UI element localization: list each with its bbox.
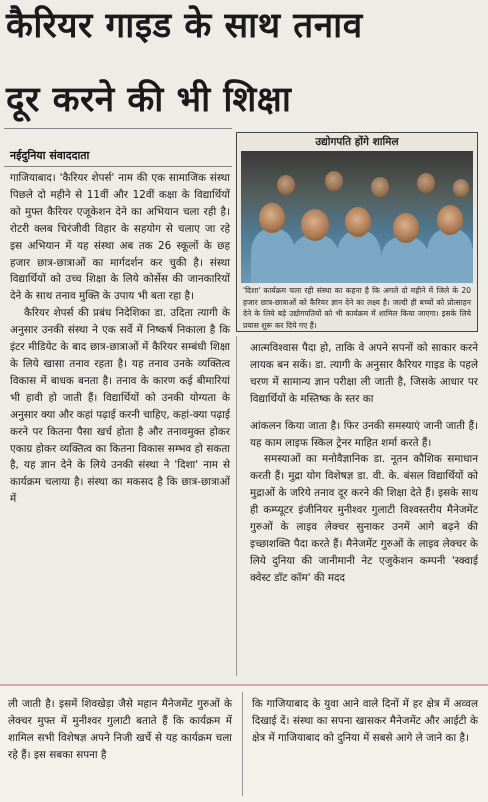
photo-box (236, 132, 478, 332)
photo-title: उद्योगपति होंगे शामिल (315, 136, 399, 148)
byline: नईदुनिया संवाददाता (10, 149, 90, 162)
bottom-continuation (0, 684, 488, 802)
headline-line-1: कैरियर गाइड के साथ तनाव (6, 6, 363, 46)
top-rule (4, 128, 232, 129)
col1-paragraph-2: कैरियर शेपर्स की प्रबंध निदेशिका डा. उदिता त्यागी के अनुसार उनकी संस्था ने एक सर्वे में निष्कर्ष निकाला है कि इंटर मीडियेट के बाद छात्र-छात्राओं में कैरियर सम्बंधी शिक्षा के लिये खासा तनाव रहता है। यह तनाव उनके व्यक्तित्व विकास में बाधक बनता है। तनाव के कारण कई बीमारियां भी हावी हो जाती हैं। विद्यार्थियों को उनकी योग्यता के अनुसार क्या और कहां पढ़ाई करनी चाहिए, कहां-क्या पढ़ाई करने पर कितना पैसा खर्च होता है और तनावमुक्त होकर एकाग्र होकर व्यक्तित्व का कितना विकास सम्भव हो सकता है, यह ज्ञान देने के लिये उनकी संस्था ने 'दिशा' नाम से कार्यक्रम चलाया है। संस्था का मकसद है कि छात्र-छात्राओं में (10, 307, 230, 506)
students-photo (241, 151, 473, 283)
col2-paragraph-1: आत्मविश्वास पैदा हो, ताकि वे अपने सपनों को साकार करने लायक बन सकें। डा. त्यागी के अनुसार कैरियर गाइड के पहले चरण में सामान्य ज्ञान परीक्षा ली जाती है, जिसके आधार पर विद्यार्थियों के मस्तिष्क के स्तर का (250, 342, 478, 405)
bottom-right-text: कि गाजियाबाद के युवा आने वाले दिनों में हर क्षेत्र में अव्वल दिखाई दें। संस्था का सपना खासकर मैनेजमेंट और आईटी के क्षेत्र में गाजियाबाद को दुनिया में सबसे आगे ले जाने का है। (252, 698, 478, 744)
col2-paragraph-2: आंकलन किया जाता है। फिर उनकी समस्याएं जानी जाती हैं। यह काम लाइफ स्किल ट्रेनर माहित शर्मा करते हैं। (250, 419, 478, 449)
bottom-left-text: ली जाती है। इसमें शिवखेड़ा जैसे महान मैनेजमेंट गुरुओं के लेक्चर मुफ्त में मुनीश्वर गुलाटी बताते हैं कि कार्यक्रम में शामिल सभी विशेषज्ञ अपने निजी खर्चे से यह कार्यक्रम चला रहे हैं। इस सबका सपना है (8, 698, 232, 761)
bottom-divider (242, 692, 243, 796)
col2-paragraph-3: समस्याओं का मनोवैज्ञानिक डा. नूतन कौशिक समाधान करती हैं। मुद्रा योग विशेषज्ञ डा. वी. के. बंसल विद्यार्थियों को मुद्राओं के जरिये तनाव दूर करने की शिक्षा देते हैं। इसके साथ ही कम्प्यूटर इंजीनियर मुनीश्वर गुलाटी विश्वस्तरीय मैनेजमेंट गुरुओं के लाइव लेक्चर सुनाकर उनमें आगे बढ़ने की इच्छाशक्ति पैदा करते हैं। मैनेजमेंट गुरुओं के लाइव लेक्चर के लिये दुनिया की जानीमानी नेट एजुकेशन कम्पनी 'स्क्वाई क्वेस्ट डॉट कॉम' की मदद (250, 453, 478, 584)
column-divider (236, 336, 237, 676)
photo-caption: 'दिशा' कार्यक्रम चला रही संस्था का कहना है कि अगले दो महीने में जिले के 20 हजार छात्र-छात्राओं को कैरियर ज्ञान देने का लक्ष्य है। जल्दी ही बच्चों को प्रोत्साहन देने के लिये बड़े उद्योगपतियों को भी कार्यक्रम में शामिल किया जाएगा। इसके लिये प्रयास शुरू कर दिये गए हैं। (243, 286, 471, 330)
column-2 (250, 340, 478, 587)
column-1 (10, 170, 230, 508)
byline-rule (4, 166, 232, 167)
col1-paragraph-1: गाजियाबाद। 'कैरियर शेपर्स' नाम की एक सामाजिक संस्था पिछले दो महीने से 11वीं और 12वीं कक्षा के विद्यार्थियों को मुफ्त कैरियर एजूकेशन देने का अभियान चला रही है। रोटरी क्लब चिरंजीवी विहार के सहयोग से चलाए जा रहे इस अभियान में यह संस्था अब तक 26 स्कूलों के छह हजार छात्र-छात्राओं का मार्गदर्शन कर चुकी है। संस्था विद्यार्थियों को उच्च शिक्षा के लिये कोर्सेस की जानकारियों देने के साथ तनाव मुक्ति के उपाय भी बता रहा है। (10, 172, 230, 303)
headline-line-2: दूर करने की भी शिक्षा (6, 80, 292, 120)
